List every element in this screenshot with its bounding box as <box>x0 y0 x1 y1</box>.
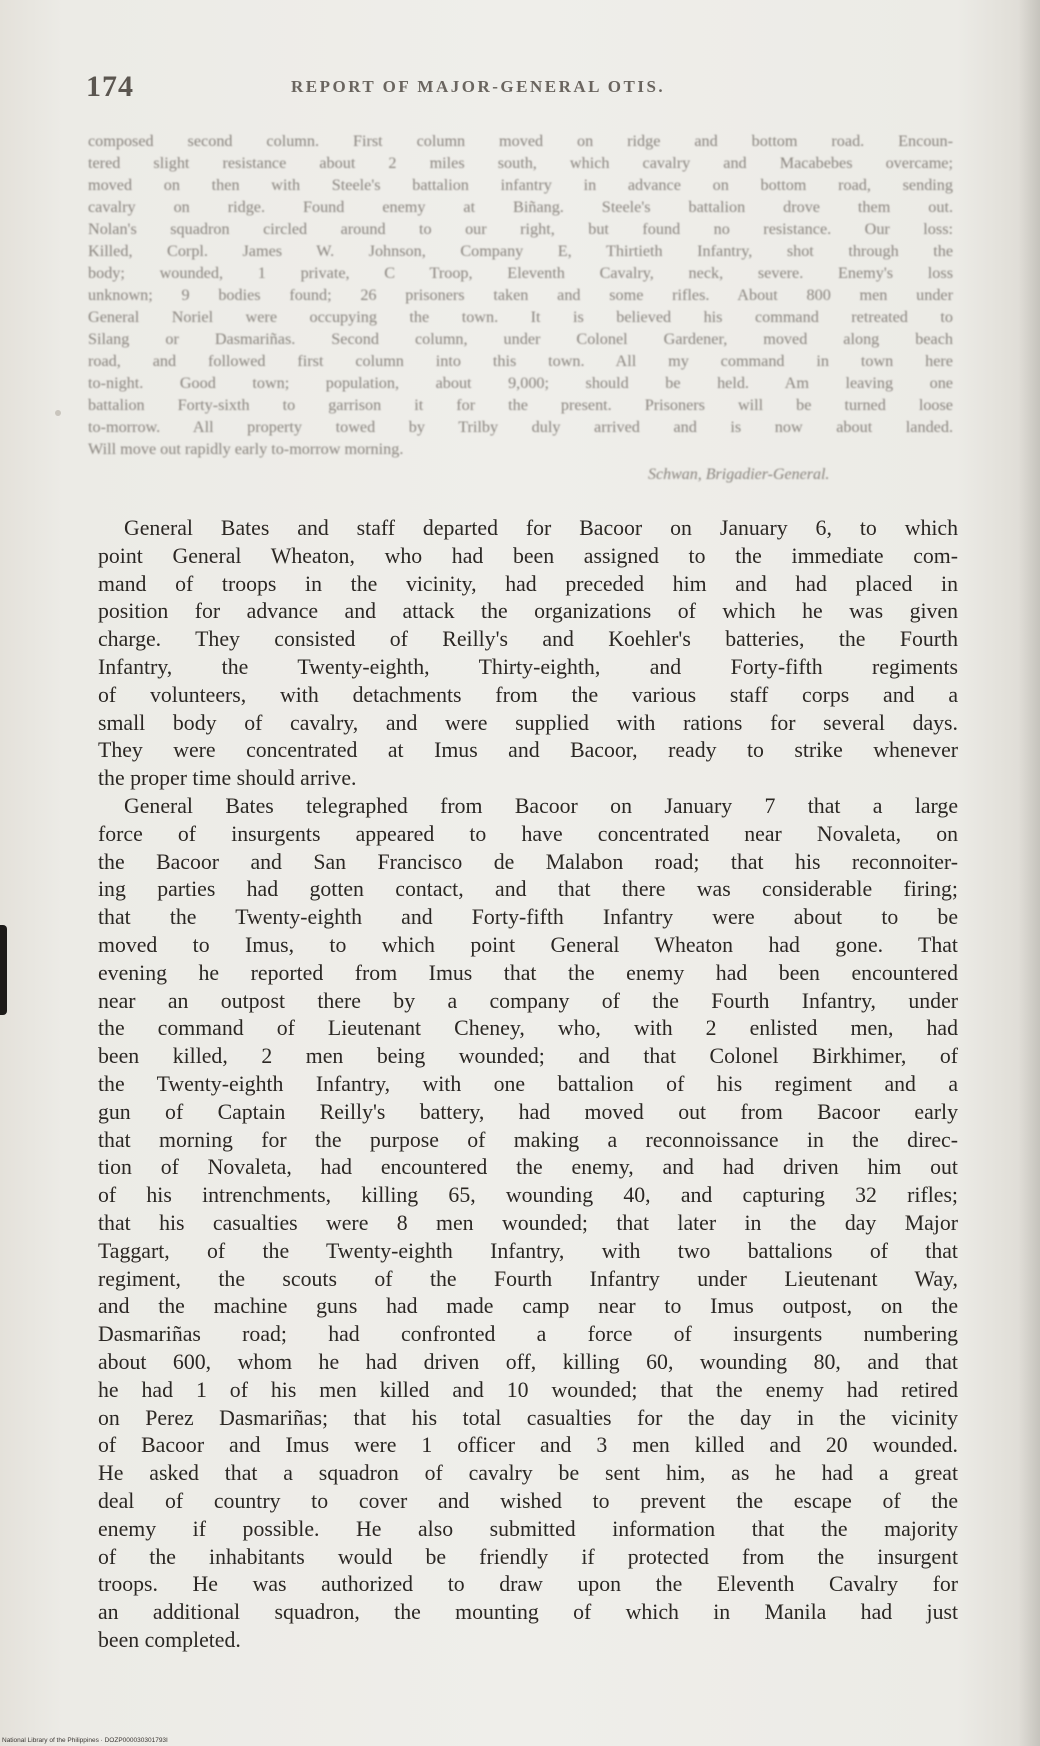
telegram-signature: Schwan, Brigadier-General. <box>648 466 830 483</box>
telegram-line: cavalry on ridge. Found enemy at Biñang. Steele's battalion drove them out. <box>88 198 953 216</box>
body-line: of the inhabitants would be friendly if protected from the insurgent <box>98 1544 958 1569</box>
telegram-line: Will move out rapidly early to-morrow morning. <box>88 440 404 458</box>
telegram-block <box>88 130 953 458</box>
body-line: ing parties had gotten contact, and that there was considerable firing; <box>98 877 958 902</box>
body-line: the Bacoor and San Francisco de Malabon road; that his reconnoiter- <box>98 849 958 874</box>
body-line: been killed, 2 men being wounded; and that Colonel Birkhimer, of <box>98 1044 958 1069</box>
body-line: point General Wheaton, who had been assigned to the immediate com- <box>98 543 958 568</box>
telegram-line: battalion Forty-sixth to garrison it for the present. Prisoners will be turned loose <box>88 396 953 414</box>
body-line: force of insurgents appeared to have concentrated near Novaleta, on <box>98 821 958 846</box>
body-line: near an outpost there by a company of the Fourth Infantry, under <box>98 988 958 1013</box>
telegram-line: road, and followed first column into this town. All my command in town here <box>88 352 953 370</box>
body-line: tion of Novaleta, had encountered the enemy, and had driven him out <box>98 1155 958 1180</box>
body-line: mand of troops in the vicinity, had preceded him and had placed in <box>98 571 958 596</box>
body-line: position for advance and attack the organizations of which he was given <box>98 599 958 624</box>
scan-footer: National Library of the Philippines · DOZP000030301793I <box>2 1737 168 1744</box>
body-line: deal of country to cover and wished to prevent the escape of the <box>98 1489 958 1513</box>
body-line: the command of Lieutenant Cheney, who, with 2 enlisted men, had <box>98 1016 958 1041</box>
body-line: been completed. <box>98 1628 241 1652</box>
body-line: that morning for the purpose of making a reconnoissance in the direc- <box>98 1127 958 1152</box>
telegram-line: Silang or Dasmariñas. Second column, under Colonel Gardener, moved along beach <box>88 330 953 348</box>
telegram-line: tered slight resistance about 2 miles south, which cavalry and Macabebes overcame; <box>88 154 953 172</box>
body-line: charge. They consisted of Reilly's and Koehler's batteries, the Fourth <box>98 627 958 652</box>
body-line: that the Twenty-eighth and Forty-fifth Infantry were about to be <box>98 905 958 930</box>
telegram-line: to-night. Good town; population, about 9,000; should be held. Am leaving one <box>88 374 953 392</box>
body-line: of volunteers, with detachments from the various staff corps and a <box>98 682 958 707</box>
telegram-line: Nolan's squadron circled around to our right, but found no resistance. Our loss: <box>88 220 953 238</box>
page-header <box>86 70 956 106</box>
body-line: Dasmariñas road; had confronted a force of insurgents numbering <box>98 1322 958 1347</box>
body-line: moved to Imus, to which point General Wheaton had gone. That <box>98 933 958 957</box>
body-line: of Bacoor and Imus were 1 officer and 3 men killed and 20 wounded. <box>98 1433 958 1458</box>
body-line: the Twenty-eighth Infantry, with one battalion of his regiment and a <box>98 1072 958 1096</box>
page-fold-shadow <box>1018 0 1040 1746</box>
body-line: He asked that a squadron of cavalry be sent him, as he had a great <box>98 1461 958 1486</box>
body-line: the proper time should arrive. <box>98 766 357 791</box>
body-line: gun of Captain Reilly's battery, had moved out from Bacoor early <box>98 1099 958 1124</box>
body-line: and the machine guns had made camp near to Imus outpost, on the <box>98 1294 958 1319</box>
telegram-line: moved on then with Steele's battalion infantry in advance on bottom road, sending <box>88 176 953 194</box>
page-number: 174 <box>86 70 134 103</box>
body-line: small body of cavalry, and were supplied with rations for several days. <box>98 710 958 735</box>
running-head: REPORT OF MAJOR-GENERAL OTIS. <box>291 77 666 96</box>
body-line: General Bates and staff departed for Bacoor on January 6, to which <box>124 516 958 540</box>
body-line: an additional squadron, the mounting of which in Manila had just <box>98 1600 958 1625</box>
telegram-line: General Noriel were occupying the town. It is believed his command retreated to <box>88 308 953 326</box>
body-line: General Bates telegraphed from Bacoor on January 7 that a large <box>124 794 958 818</box>
telegram-line: body; wounded, 1 private, C Troop, Eleventh Cavalry, neck, severe. Enemy's loss <box>88 264 953 282</box>
body-line: evening he reported from Imus that the enemy had been encountered <box>98 960 958 985</box>
binding-mark <box>0 925 7 1015</box>
body-line: about 600, whom he had driven off, killing 60, wounding 80, and that <box>98 1350 958 1374</box>
body-line: that his casualties were 8 men wounded; that later in the day Major <box>98 1211 958 1235</box>
telegram-line: to-morrow. All property towed by Trilby duly arrived and is now about landed. <box>88 418 953 436</box>
body-line: Infantry, the Twenty-eighth, Thirty-eighth, and Forty-fifth regiments <box>98 655 958 679</box>
body-line: of his intrenchments, killing 65, wounding 40, and capturing 32 rifles; <box>98 1183 958 1208</box>
telegram-line: unknown; 9 bodies found; 26 prisoners taken and some rifles. About 800 men under <box>88 286 953 304</box>
body-line: regiment, the scouts of the Fourth Infantry under Lieutenant Way, <box>98 1266 958 1291</box>
body-line: Taggart, of the Twenty-eighth Infantry, with two battalions of that <box>98 1238 958 1263</box>
body-line: They were concentrated at Imus and Bacoor, ready to strike whenever <box>98 738 958 763</box>
body-line: he had 1 of his men killed and 10 wounded; that the enemy had retired <box>98 1377 958 1402</box>
body-line: on Perez Dasmariñas; that his total casualties for the day in the vicinity <box>98 1405 958 1430</box>
telegram-line: Killed, Corpl. James W. Johnson, Company E, Thirtieth Infantry, shot through the <box>88 242 953 260</box>
body-text <box>98 515 958 1675</box>
telegram-line: composed second column. First column moved on ridge and bottom road. Encoun- <box>88 132 953 150</box>
margin-speck <box>55 410 61 416</box>
body-line: enemy if possible. He also submitted information that the majority <box>98 1516 958 1541</box>
body-line: troops. He was authorized to draw upon the Eleventh Cavalry for <box>98 1572 958 1597</box>
